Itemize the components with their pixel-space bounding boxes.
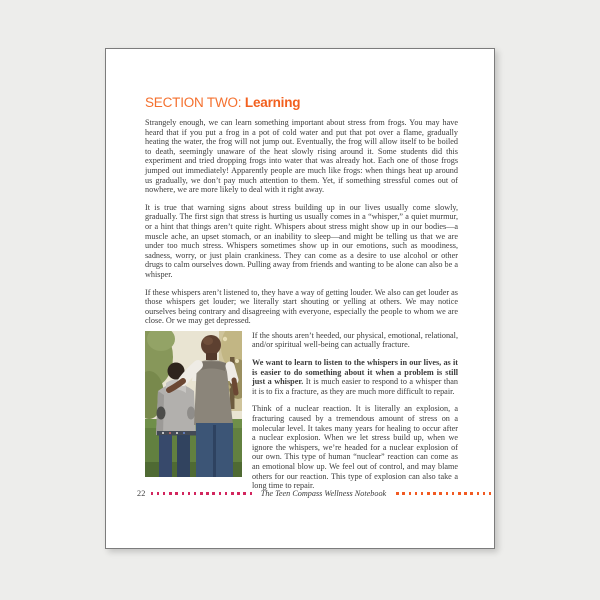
paragraph-louder: If these whispers aren’t listened to, they have a way of getting louder. We also can get louder as those whispers get louder; we literally start shouting or yelling at others. We may notice ourselves being contrary and disagreeing with everyone, especially the people to whom we are close. Or we may get depressed. — [145, 287, 458, 326]
footer-dot — [464, 492, 467, 495]
section-heading-title: Learning — [244, 95, 301, 110]
footer-dot — [243, 492, 246, 495]
side-text-column — [252, 331, 458, 491]
footer-dot — [188, 492, 191, 495]
page-content — [145, 49, 458, 491]
page-footer — [137, 489, 464, 498]
footer-dots-left — [151, 492, 256, 495]
footer-dot — [452, 492, 455, 495]
footer-dot — [489, 492, 492, 495]
footer-dot — [182, 492, 185, 495]
footer-dot — [415, 492, 418, 495]
footer-dot — [483, 492, 486, 495]
footer-dot — [194, 492, 197, 495]
paragraph-whispers: It is true that warning signs about stress building up in our lives usually come slowly, gradually. The first sign that stress is hurting us usually comes in a “whisper,” a quiet murmur, or a hint that things aren’t quite right. Whispers about stress might show up in our bodies—a muscle ache, an upset stomach, or an inability to sleep—and might be telling us that we are under too much stress. Whispers sometimes show up in our emotions, such as moodiness, sadness, worry, or just plain crankiness. They can come as a desire to use alcohol or other drugs to calm ourselves down. Pulling away from friends and wanting to be alone can also be a whisper. — [145, 202, 458, 279]
footer-dot — [421, 492, 424, 495]
footer-dot — [237, 492, 240, 495]
paragraph-listen-bold: We want to learn to listen to the whispers in our lives, as it is easier to do something about it when a problem is still just a whisper. — [252, 358, 458, 387]
footer-dot — [433, 492, 436, 495]
page-number: 22 — [137, 489, 146, 498]
footer-dot — [470, 492, 473, 495]
footer-dot — [250, 492, 253, 495]
document-page — [105, 48, 495, 549]
footer-dot — [477, 492, 480, 495]
footer-dots-right — [396, 492, 495, 495]
footer-dot — [225, 492, 228, 495]
footer-dot — [427, 492, 430, 495]
paragraph-listen-rest: It is much easier to respond to a whisper than it is to fix a fracture, as they are much more difficult to repair. — [252, 377, 458, 396]
paragraph-frogs: Strangely enough, we can learn something important about stress from frogs. You may have heard that if you put a frog in a pot of cold water and put that pot over a flame, gradually heating the water, the frog will not jump out. Eventually, the frog will allow itself to be boiled to death, seemingly unaware of the heat slowly rising around it. Some students did this experiment and tried dropping frogs into water that was already hot. Each one of those frogs jumped out immediately! Apparently people are much like frogs: when things heat up around us gradually, we don’t pay much attention to them. Yet, if something stressful comes out of nowhere, we are more likely to deal with it right away. — [145, 118, 458, 195]
footer-dot — [163, 492, 166, 495]
footer-dot — [231, 492, 234, 495]
footer-dot — [396, 492, 399, 495]
footer-dot — [157, 492, 160, 495]
section-heading-prefix: SECTION TWO: — [145, 95, 242, 110]
paragraph-shouts: If the shouts aren’t heeded, our physical, emotional, relational, and/or spiritual well-being can actually fracture. — [252, 330, 458, 350]
footer-dot — [458, 492, 461, 495]
section-heading — [145, 49, 458, 111]
footer-dot — [200, 492, 203, 495]
footer-dot — [219, 492, 222, 495]
footer-dot — [446, 492, 449, 495]
footer-dot — [212, 492, 215, 495]
book-title: The Teen Compass Wellness Notebook — [260, 489, 387, 498]
footer-dot — [169, 492, 172, 495]
paragraph-listen — [252, 358, 458, 396]
footer-dot — [175, 492, 178, 495]
paragraph-nuclear: Think of a nuclear reaction. It is literally an explosion, a fracturing caused by a tremendous amount of stress on a molecular level. It takes many years for healing to occur after a nuclear explosion. When we let stress build up, when we ignore the whispers, we’re headed for a nuclear explosion of our own. This type of human “nuclear” reaction can come as an emotional blow up. We feel out of control, and may blame others for our reaction. This type of explosion can also take a long time to repair. — [252, 404, 458, 491]
photo-man-and-boy — [145, 331, 242, 477]
footer-dot — [439, 492, 442, 495]
footer-dot — [151, 492, 154, 495]
photo-and-text-row — [145, 331, 458, 491]
footer-dot — [206, 492, 209, 495]
footer-dot — [409, 492, 412, 495]
footer-dot — [402, 492, 405, 495]
